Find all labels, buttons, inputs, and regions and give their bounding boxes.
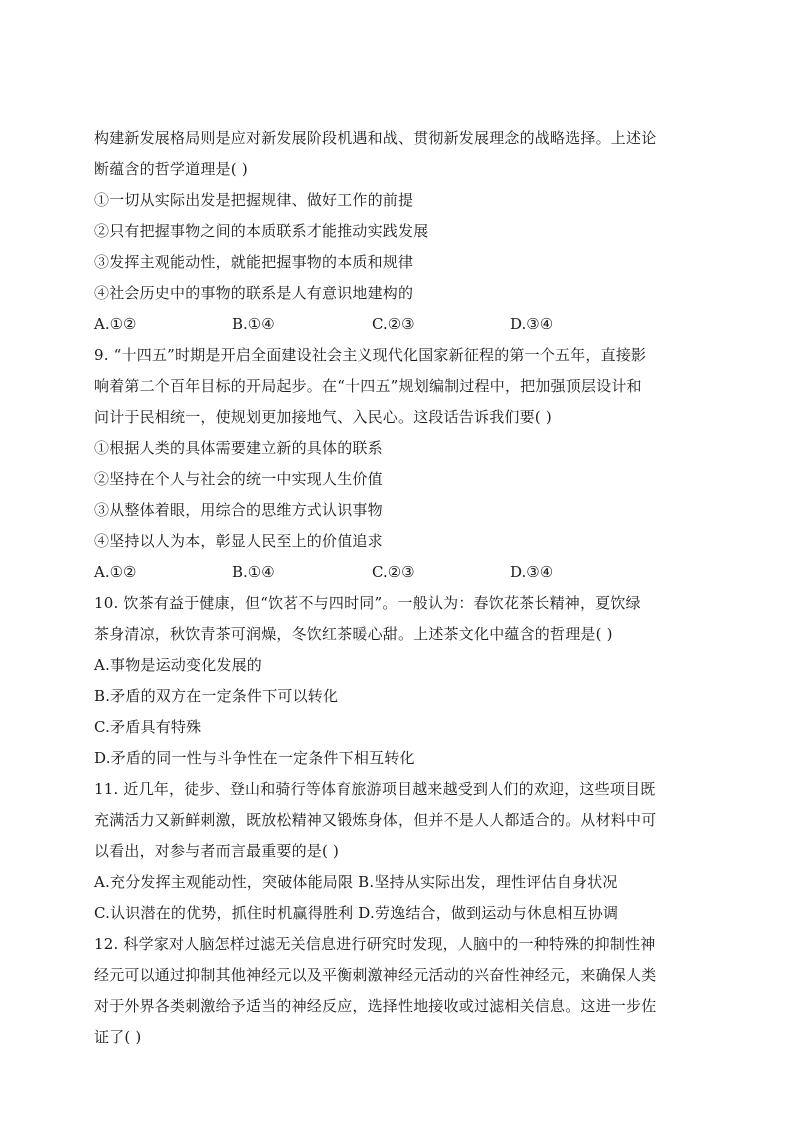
q9-item-4: ④坚持以人为本，彰显人民至上的价值追求 bbox=[94, 532, 383, 550]
q9-stem-line-1: 9. “十四五”时期是开启全面建设社会主义现代化国家新征程的第一个五年，直接影 bbox=[94, 346, 647, 364]
q10-option-d: D.矛盾的同一性与斗争性在一定条件下相互转化 bbox=[94, 749, 415, 767]
q12-stem-line-2: 经元可以通过抑制其他神经元以及平衡刺激神经元活动的兴奋性神经元，来确保人类 bbox=[94, 966, 657, 984]
q11-stem-line-1: 11. 近几年，徒步、登山和骑行等体育旅游项目越来越受到人们的欢迎，这些项目既 bbox=[94, 780, 656, 798]
q12-stem-line-1: 12. 科学家对人脑怎样过滤无关信息进行研究时发现，人脑中的一种特殊的抑制性神 bbox=[94, 935, 656, 953]
q10-option-c: C.矛盾具有特殊 bbox=[94, 718, 202, 736]
q8-item-3: ③发挥主观能动性，就能把握事物的本质和规律 bbox=[94, 253, 414, 271]
q10-stem-line-1: 10. 饮茶有益于健康，但“饮茗不与四时同”。一般认为：春饮花茶长精神，夏饮绿 bbox=[94, 594, 641, 612]
q9-item-3: ③从整体着眼，用综合的思维方式认识事物 bbox=[94, 501, 383, 519]
q10-option-a: A.事物是运动变化发展的 bbox=[94, 656, 263, 674]
q9-option-a: A.①② bbox=[94, 563, 137, 581]
q10-stem-line-2: 茶身清凉，秋饮青茶可润燥，冬饮红茶暖心甜。上述茶文化中蕴含的哲理是( ) bbox=[94, 625, 613, 643]
q9-option-c: C.②③ bbox=[372, 563, 415, 581]
q9-item-2: ②坚持在个人与社会的统一中实现人生价值 bbox=[94, 470, 383, 488]
q8-stem-line-2: 断蕴含的哲学道理是( ) bbox=[94, 160, 248, 178]
q8-item-1: ①一切从实际出发是把握规律、做好工作的前提 bbox=[94, 191, 414, 209]
q8-option-a: A.①② bbox=[94, 315, 137, 333]
q8-item-2: ②只有把握事物之间的本质联系才能推动实践发展 bbox=[94, 222, 429, 240]
q8-item-4: ④社会历史中的事物的联系是人有意识地建构的 bbox=[94, 284, 414, 302]
q12-stem-line-4: 证了( ) bbox=[94, 1028, 142, 1046]
q8-stem-line-1: 构建新发展格局则是应对新发展阶段机遇和战、贯彻新发展理念的战略选择。上述论 bbox=[94, 129, 657, 147]
q9-option-d: D.③④ bbox=[510, 563, 554, 581]
q9-option-b: B.①④ bbox=[232, 563, 275, 581]
q9-item-1: ①根据人类的具体需要建立新的具体的联系 bbox=[94, 439, 383, 457]
q8-option-c: C.②③ bbox=[372, 315, 415, 333]
q12-stem-line-3: 对于外界各类刺激给予适当的神经反应，选择性地接收或过滤相关信息。这进一步佐 bbox=[94, 997, 657, 1015]
q11-stem-line-2: 充满活力又新鲜刺激，既放松精神又锻炼身体，但并不是人人都适合的。从材料中可 bbox=[94, 811, 657, 829]
q9-stem-line-3: 问计于民相统一，使规划更加接地气、入民心。这段话告诉我们要( ) bbox=[94, 408, 552, 426]
q8-option-b: B.①④ bbox=[232, 315, 275, 333]
q10-option-b: B.矛盾的双方在一定条件下可以转化 bbox=[94, 687, 339, 705]
q8-option-d: D.③④ bbox=[510, 315, 554, 333]
q11-stem-line-3: 以看出，对参与者而言最重要的是( ) bbox=[94, 842, 340, 860]
q9-stem-line-2: 响着第二个百年目标的开局起步。在“十四五”规划编制过程中，把加强顶层设计和 bbox=[94, 377, 642, 395]
q11-options-line-1: A.充分发挥主观能动性，突破体能局限 B.坚持从实际出发，理性评估自身状况 bbox=[94, 873, 618, 891]
q11-options-line-2: C.认识潜在的优势，抓住时机赢得胜利 D.劳逸结合，做到运动与休息相互协调 bbox=[94, 904, 619, 922]
